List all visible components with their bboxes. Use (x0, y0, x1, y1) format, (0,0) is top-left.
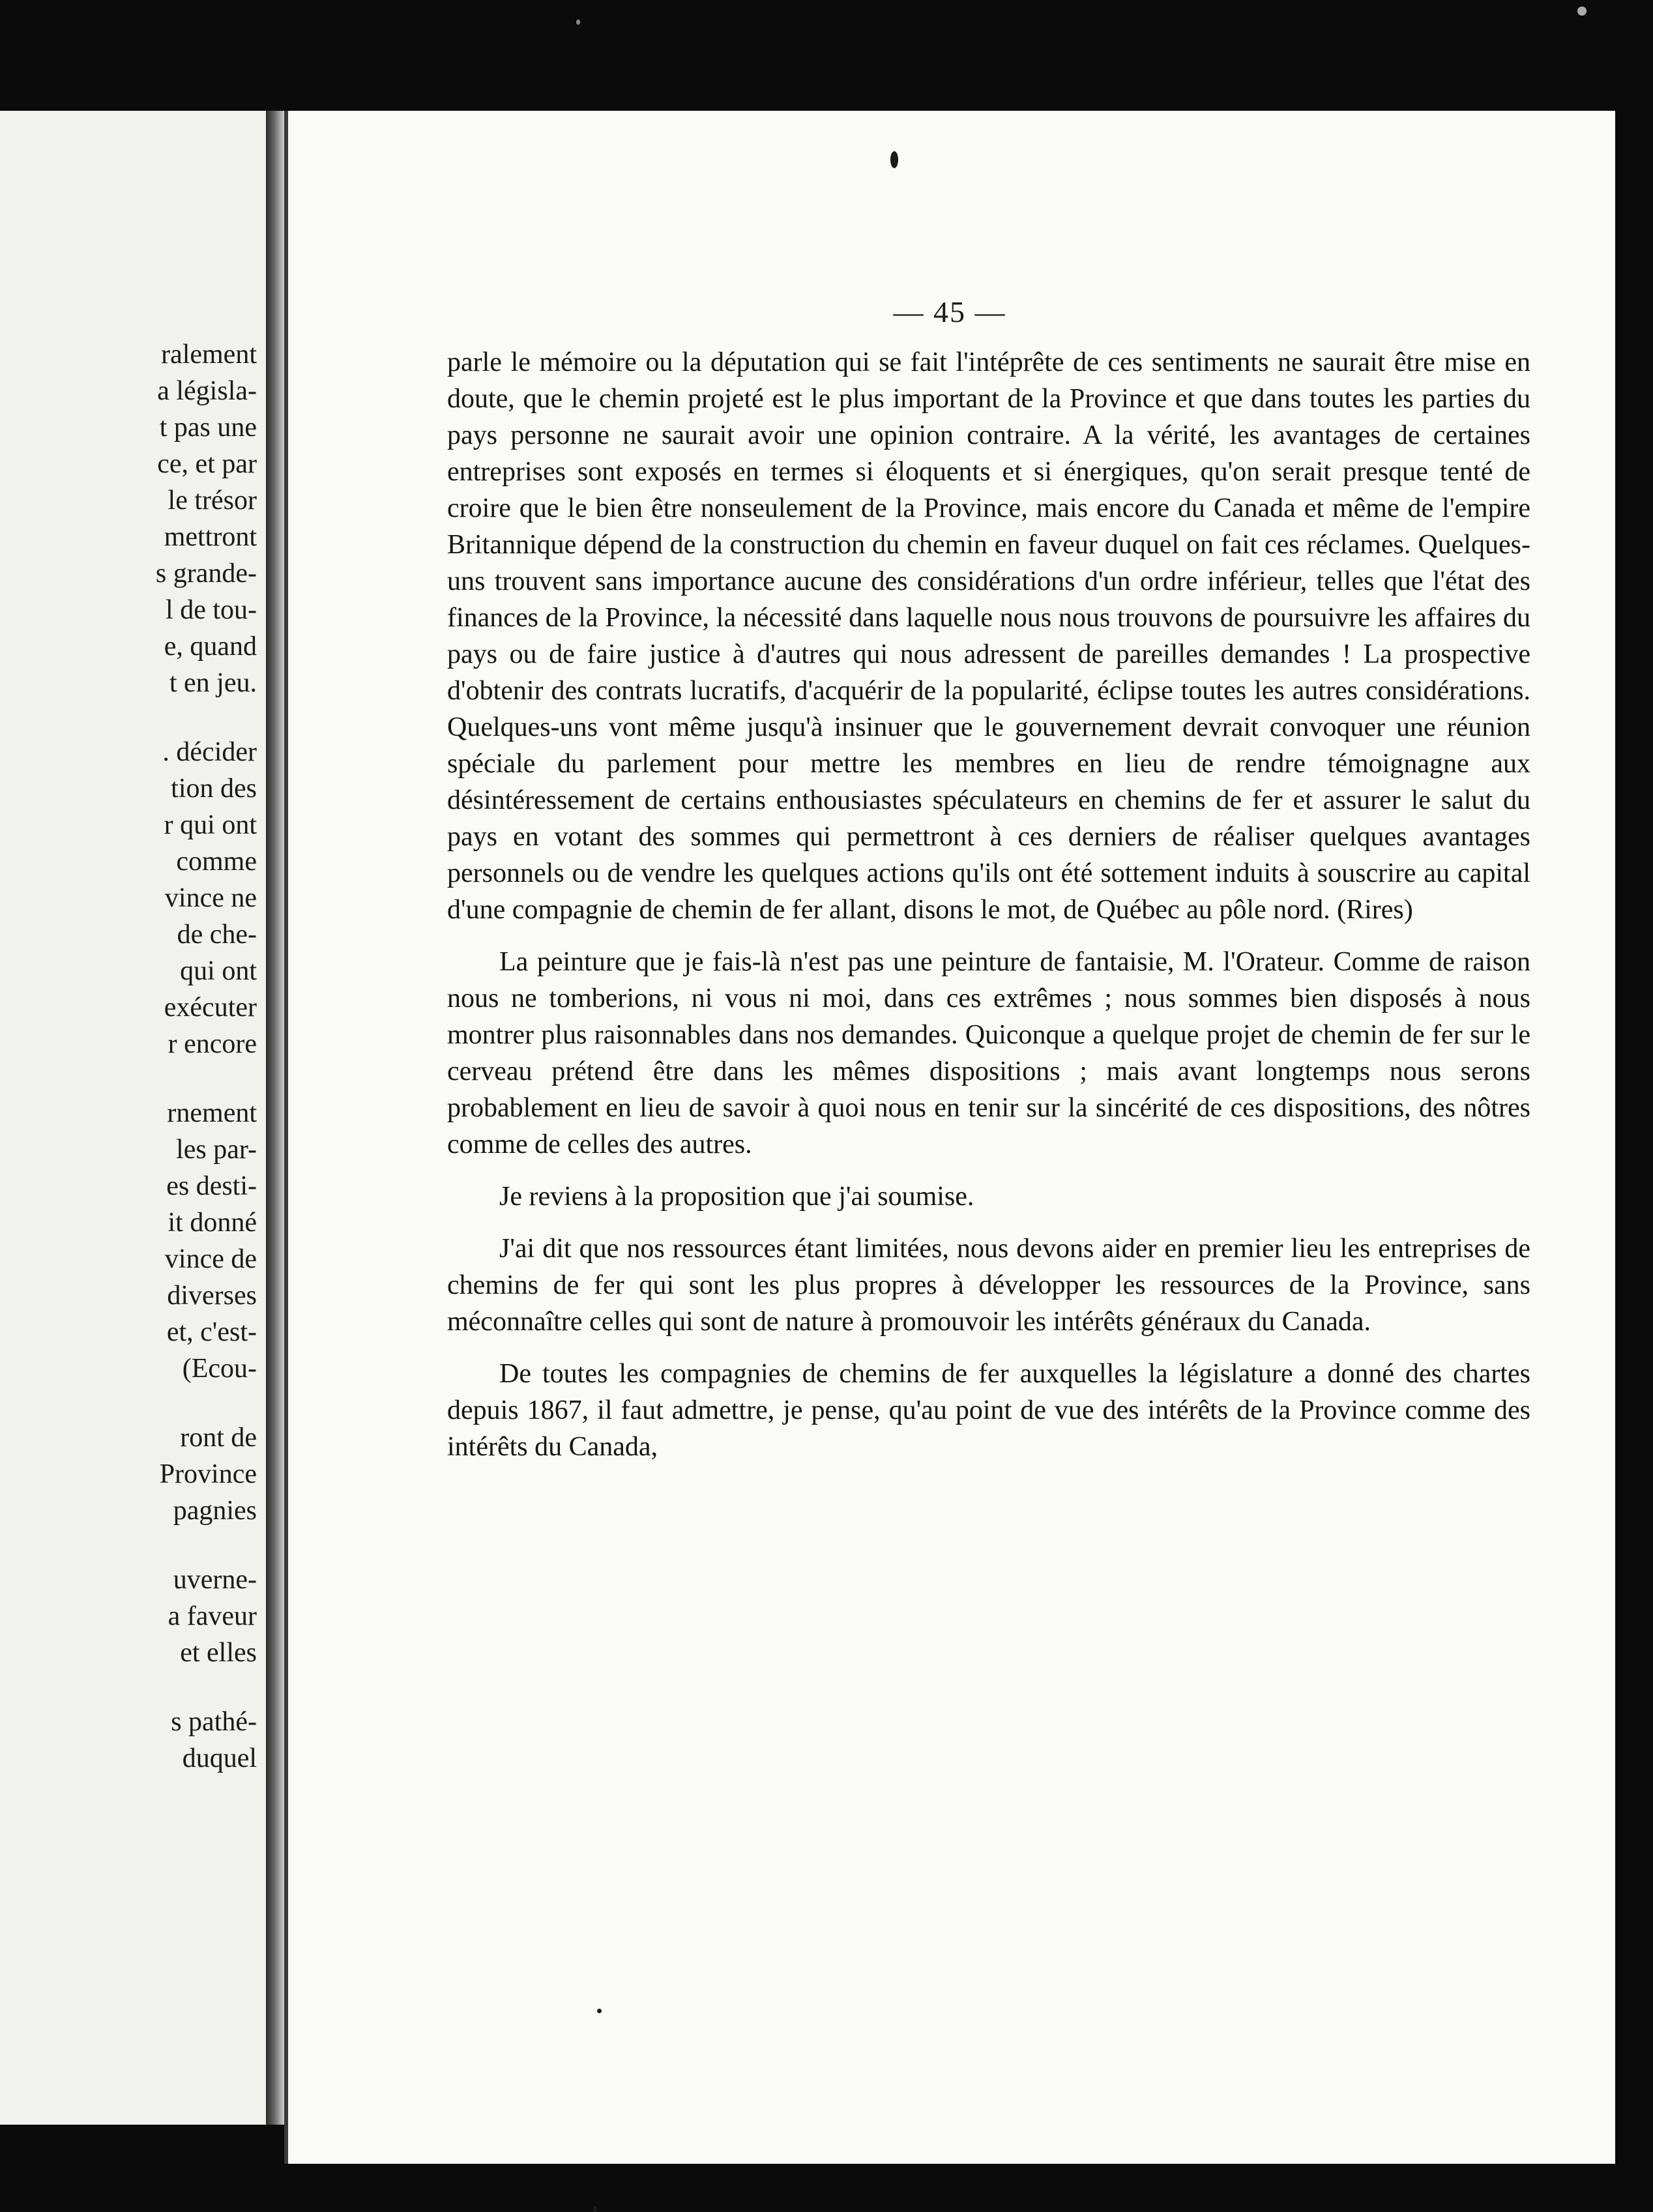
left-page-line: exécuter (164, 993, 257, 1023)
left-page-line: uverne- (173, 1565, 257, 1595)
left-page-line: r encore (168, 1029, 257, 1059)
left-page-line: et elles (180, 1638, 257, 1668)
left-page-line: t en jeu. (169, 668, 257, 698)
left-page-line: rnement (167, 1098, 257, 1128)
left-page-line: e, quand (164, 632, 257, 662)
left-page-line: es desti- (166, 1171, 257, 1201)
left-page-line: et, c'est- (166, 1317, 257, 1347)
paragraph-4: J'ai dit que nos ressources étant limitées, nous devons aider en premier lieu les entreprises de chemins de fer qui sont les plus propres à développer les ressources de la Province, sans méconnaître celles qui sont de nature à promouvoir les intérêts généraux du Canada. (447, 1234, 1530, 1337)
main-page (284, 111, 1615, 2164)
left-page-line: tion des (171, 774, 257, 804)
left-page-line: duquel (182, 1743, 257, 1773)
left-page-line: (Ecou- (182, 1354, 257, 1384)
page-number: — 45 — (893, 295, 1006, 328)
left-page-line: Province (159, 1459, 257, 1489)
paragraph-1: parle le mémoire ou la députation qui se fait l'intéprête de ces sentiments ne saurait être mise en doute, que le chemin projeté est le plus important de la Province et que dans toutes les parties du pays personne ne saurait avoir une opinion contraire. A la vérité, les avantages de certaines entreprises sont exposés en termes si éloquents et si énergiques, qu'on serait presque tenté de croire que le bien être nonseulement de la Province, mais encore du Canada et même de l'empire Britannique dépend de la construction du chemin en faveur duquel on fait ces réclames. Quelques-uns trouvent sans importance aucune des considérations d'un ordre inférieur, telles que l'état des finances de la Province, la nécessité dans laquelle nous nous trouvons de poursuivre les affaires du pays ou de faire justice à d'autres qui nous adressent de pareilles demandes ! La prospective d'obtenir des contrats lucratifs, d'acquérir de la popularité, éclipse toutes les autres considérations. Quelques-uns vont même jusqu'à insinuer que le gouvernement devrait convoquer une réunion spéciale du parlement pour mettre les membres en lieu de rendre témoignagne aux désintéressement de certains enthousiastes spéculateurs en chemins de fer et assurer le salut du pays en votant des sommes qui permettront à ces derniers de réaliser quelques avantages personnels ou de vendre les quelques actions qu'ils ont été sottement induits à souscrire au capital d'une compagnie de chemin de fer allant, disons le mot, de Québec au pôle nord. (Rires) (447, 347, 1530, 925)
left-page-line: vince de (164, 1244, 257, 1274)
ink-speck (593, 2207, 597, 2212)
left-page-line: t pas une (159, 413, 257, 443)
left-page-line: r qui ont (164, 810, 257, 840)
left-page-line: vince ne (164, 883, 257, 913)
left-page-line: pagnies (173, 1496, 257, 1526)
left-page-line: le trésor (168, 486, 257, 516)
left-page-line: qui ont (180, 956, 257, 986)
left-page-line: diverses (167, 1281, 257, 1311)
left-page-line: ront de (180, 1423, 257, 1453)
left-page-line: les par- (176, 1135, 257, 1165)
left-page-line: . décider (162, 737, 257, 767)
left-page-line: ralement (161, 340, 257, 370)
left-page-line: a faveur (168, 1601, 257, 1631)
left-page-line: it donné (168, 1208, 257, 1238)
ink-speck (576, 20, 580, 25)
ink-speck (597, 2009, 602, 2013)
left-page-line: ce, et par (157, 449, 257, 479)
ink-speck (890, 151, 898, 168)
body-text (447, 344, 1530, 1465)
left-page-line: a législa- (157, 376, 257, 406)
ink-speck (1577, 7, 1587, 16)
left-page-line: mettront (164, 522, 257, 552)
paragraph-3: Je reviens à la proposition que j'ai soumise. (499, 1182, 974, 1212)
page-edge-line (284, 111, 288, 2164)
book-gutter (266, 111, 284, 2125)
paragraph-2: La peinture que je fais-là n'est pas une peinture de fantaisie, M. l'Orateur. Comme de raison nous ne tomberions, ni vous ni moi, dans ces extrêmes ; nous sommes bien disposés à nous montrer plus raisonnables dans nos demandes. Quiconque a quelque projet de chemin de fer sur le cerveau prétend être dans les mêmes dispositions ; mais avant longtemps nous serons probablement en lieu de savoir à quoi nous en tenir sur la sincérité de ces dispositions, des nôtres comme de celles des autres. (447, 947, 1530, 1159)
left-page-fragment (0, 111, 266, 2125)
left-page-line: de che- (177, 920, 257, 950)
paragraph-5: De toutes les compagnies de chemins de fer auxquelles la législature a donné des chartes depuis 1867, il faut admettre, je pense, qu'au point de vue des intérêts de la Province comme des intérêts du Canada, (447, 1359, 1530, 1462)
left-page-line: s pathé- (171, 1707, 257, 1737)
left-page-line: comme (176, 847, 257, 877)
left-page-line: l de tou- (166, 595, 257, 625)
left-page-line: s grande- (155, 559, 257, 589)
